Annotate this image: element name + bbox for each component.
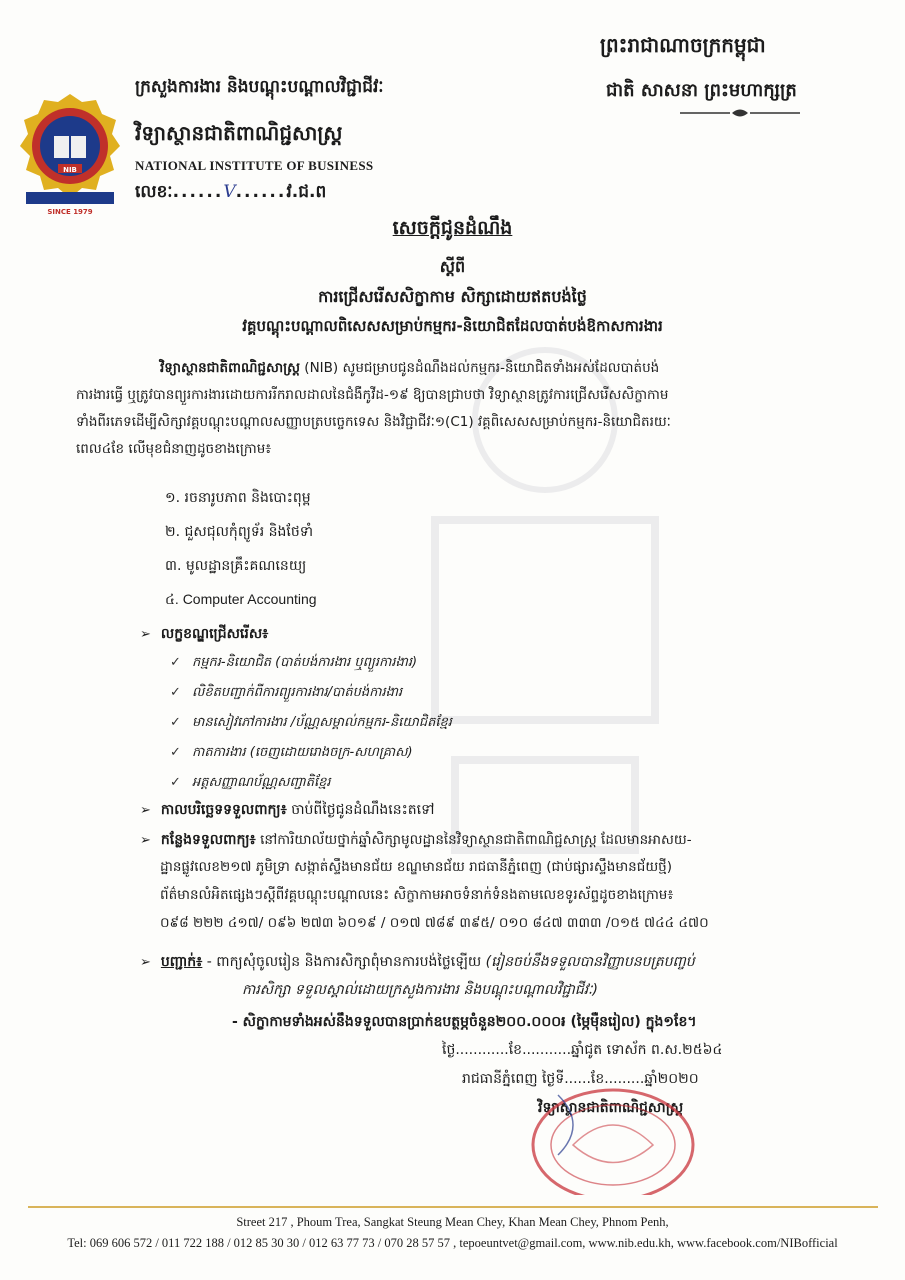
check-icon: ✓ [170, 715, 181, 730]
criteria-item: ✓ មានសៀវភៅការងារ /ប័ណ្ណសម្គាល់កម្មករ-និយោជិតខ្មែរ [170, 715, 452, 730]
intro-paragraph-cont [76, 382, 671, 463]
criteria-item: ✓ កាតការងារ (ចេញដោយរោងចក្រ-សហគ្រាស) [170, 745, 413, 760]
program-item: ៣. មូលដ្ឋានគ្រឹះគណនេយ្យ [165, 558, 307, 574]
intro-institute-name: វិទ្យាស្ថានជាតិពាណិជ្ជសាស្ត្រ [160, 360, 301, 376]
ornament-divider [680, 108, 800, 118]
logo-since: SINCE 1979 [47, 208, 93, 216]
location-line: ដ្ឋានផ្លូវលេខ២១៧ ភូមិទ្រា សង្កាត់ស្ទឹងមានជ័យ ខណ្ឌមានជ័យ រាជធានីភ្នំពេញ (ជាប់ផ្សារស្ទឹងមានជ័យថ្មី) [160, 859, 673, 875]
intro-line: ការងារធ្វើ ឬត្រូវបានព្យួរការងារដោយការរីករាលដាលនៃជំងឺកូវីដ-១៩ ឱ្យបានជ្រាបថា វិទ្យាស្ថានត្រូវការជ្រើសរើសសិក្ខាកាម [76, 387, 669, 403]
arrow-icon: ➢ [140, 955, 151, 970]
subject-line-1: ការជ្រើសរើសសិក្ខាកាម សិក្សាដោយឥតបង់ថ្លៃ [318, 287, 587, 306]
location-line: ព័ត៌មានលំអិតផ្សេងៗស្តីពីវគ្គបណ្តុះបណ្តាលនេះ សិក្ខាកាមអាចទំនាក់ទំនងតាមលេខទូរស័ព្ទដូចខាងក្រោម៖ [160, 887, 674, 903]
arrow-icon: ➢ [140, 803, 151, 818]
signer-name: វិទ្យាស្ថានជាតិពាណិជ្ជសាស្ត្រ [538, 1100, 684, 1116]
intro-line: ពេល៤ខែ លើមុខជំនាញដូចខាងក្រោម៖ [76, 441, 272, 457]
note-block: ➢ បញ្ជាក់៖ - ពាក្យសុំចូលរៀន និងការសិក្សាពុំមានការបង់ថ្លៃឡើយ (រៀនចប់នឹងទទួលបានវិញ្ញាបនបត្របញ្ចប់ [140, 954, 695, 970]
program-item: ២. ជួសជុលកុំព្យូទ័រ និងថែទាំ [165, 524, 314, 540]
check-icon: ✓ [170, 655, 181, 670]
program-item: ៤. Computer Accounting [165, 591, 317, 607]
arrow-icon: ➢ [140, 833, 151, 848]
reference-number: លេខៈ......V......វ.ជ.ព [135, 182, 327, 202]
allowance-line: - សិក្ខាកាមទាំងអស់នឹងទទួលបានប្រាក់ឧបត្ថម្ភចំនួន២០០.០០០៛ (ម្ភៃម៉ឺនរៀល) ក្នុង១ខែ។ [232, 1014, 697, 1030]
criteria-item: ✓ លិខិតបញ្ជាក់ពីការព្យួរការងារ/បាត់បង់ការងារ [170, 685, 403, 700]
ministry-name: ក្រសួងការងារ និងបណ្តុះបណ្តាលវិជ្ជាជីវៈ [135, 77, 384, 97]
program-item: ១. រចនារូបភាព និងបោះពុម្ព [165, 490, 311, 506]
phone-numbers: ០៩៨ ២២២ ៤១៧/ ០៩៦ ២៧៣ ៦០១៩ / ០១៧ ៧៨៩ ៣៩៥/ ០១០ ៨៤៧ ៣៣៣ /០១៥ ៧៤៤ ៤៧០ [160, 915, 709, 931]
intro-line: វិទ្យាស្ថានជាតិពាណិជ្ជសាស្ត្រ (NIB) សូមជម្រាបជូនដំណឹងដល់កម្មករ-និយោជិតទាំងអស់ដែលបាត់បង់ [160, 360, 660, 376]
intro-line: ទាំងពីរភេទដើម្បីសិក្សាវគ្គបណ្តុះបណ្តាលសញ្ញាបត្របច្ចេកទេស និងវិជ្ជាជីវៈ១(C1) វគ្គពិសេសសម្រាប់កម្មករ-និយោជិតរយៈ [76, 414, 671, 430]
regarding-label: ស្តីពី [439, 257, 466, 276]
arrow-icon: ➢ [140, 627, 151, 642]
footer-contacts: Tel: 069 606 572 / 011 722 188 / 012 85 30 30 / 012 63 77 73 / 070 28 57 57 , tepoeuntvet@gmail.com, www.nib.edu.kh, www.facebook.com/NIBofficial [67, 1236, 838, 1250]
ref-handwritten: V [223, 182, 236, 202]
intro-paragraph [160, 355, 659, 382]
notice-title: សេចក្តីជូនដំណឹង [392, 217, 513, 239]
institute-name-en: NATIONAL INSTITUTE OF BUSINESS [135, 158, 374, 173]
application-location: ➢ កន្លែងទទួលពាក្យ៖ នៅការិយាល័យថ្នាក់ឆ្នាំសិក្សាមូលដ្ឋាននៃវិទ្យាស្ថានជាតិពាណិជ្ជសាស្ត្រ ដែលមានអាសយ- [140, 832, 692, 848]
kingdom-title: ព្រះរាជាណាចក្រកម្ពុជា [600, 33, 766, 57]
institute-name-kh: វិទ្យាស្ថានជាតិពាណិជ្ជសាស្ត្រ [135, 121, 343, 145]
criteria-item: ✓ កម្មករ-និយោជិត (បាត់បង់ការងារ ឬព្យួរការងារ) [170, 655, 418, 670]
nib-logo [18, 92, 122, 220]
ref-suffix: វ.ជ.ព [286, 182, 327, 202]
note-line: ការសិក្សា ទទួលស្គាល់ដោយក្រសួងការងារ និងបណ្តុះបណ្តាលវិជ្ជាជីវៈ) [242, 982, 598, 998]
subject-line-2: វគ្គបណ្តុះបណ្តាលពិសេសសម្រាប់កម្មករ-និយោជិតដែលបាត់បង់ឱកាសការងារ [242, 317, 663, 335]
criteria-item: ✓ អត្តសញ្ញាណប័ណ្ណសញ្ជាតិខ្មែរ [170, 775, 331, 790]
solar-date: រាជធានីភ្នំពេញ ថ្ងៃទី......ខែ.........ឆ្នាំ២០២០ [462, 1071, 699, 1087]
official-seal [528, 1085, 698, 1195]
application-period: ➢ កាលបរិច្ឆេទទទួលពាក្យ៖ ចាប់ពីថ្ងៃជូនដំណឹងនេះតទៅ [140, 802, 435, 818]
criteria-heading: ➢ លក្ខខណ្ឌជ្រើសរើស៖ [140, 626, 269, 642]
footer-divider [28, 1206, 878, 1208]
ref-label: លេខៈ [135, 182, 173, 202]
logo-abbr: NIB [63, 166, 77, 174]
check-icon: ✓ [170, 745, 181, 760]
check-icon: ✓ [170, 685, 181, 700]
check-icon: ✓ [170, 775, 181, 790]
lunar-date: ថ្ងៃ............ខែ...........ឆ្នាំជូត ទោស័ក ព.ស.២៥៦៤ [442, 1042, 723, 1058]
footer-address: Street 217 , Phoum Trea, Sangkat Steung Mean Chey, Khan Mean Chey, Phnom Penh, [236, 1215, 669, 1229]
national-motto: ជាតិ សាសនា ព្រះមហាក្សត្រ [606, 80, 797, 101]
